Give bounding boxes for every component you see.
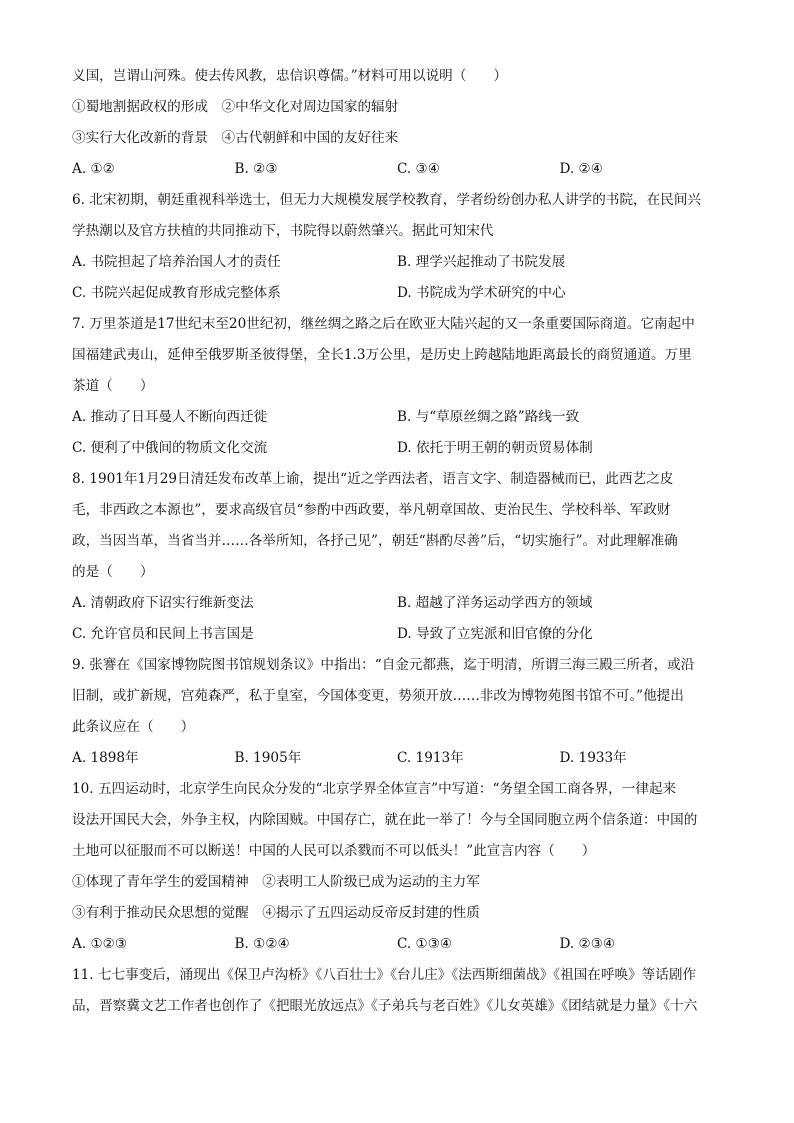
question-stem-line: 毛，非西政之本源也”，要求高级官员“参酌中西政要，举凡朝章国故、吏治民生、学校科举、军政财: [72, 502, 671, 518]
option-a: A. ①②③: [72, 936, 128, 952]
question-7-options-row: [72, 436, 722, 467]
option-c: C. 1913年: [397, 750, 464, 766]
option-b: B. 与“草原丝绸之路”路线一致: [397, 409, 580, 425]
text-line: ③实行大化改新的背景 ④古代朝鲜和中国的友好往来: [72, 130, 399, 146]
question-stem-line: 学热潮以及官方扶植的共同推动下，书院得以蔚然肇兴。据此可知宋代: [72, 223, 494, 239]
option-a: A. ①②: [72, 161, 115, 177]
question-10-options: [72, 932, 722, 963]
option-c: C. ①③④: [397, 936, 453, 952]
question-8-options-row: [72, 591, 722, 622]
question-7-options-row: [72, 405, 722, 436]
question-7: [72, 312, 722, 467]
question-6-options-row: [72, 281, 722, 312]
question-5-options: [72, 157, 722, 188]
option-d: D. ②③④: [559, 936, 616, 952]
option-a: A. 清朝政府下诏实行维新变法: [72, 595, 254, 611]
option-c: C. 书院兴起促成教育形成完整体系: [72, 285, 281, 301]
question-stem-line: 土地可以征服而不可以断送！中国的人民可以杀戮而不可以低头！”此宣言内容（ ）: [72, 843, 596, 859]
option-c: C. 允许官员和民间上书言国是: [72, 626, 254, 642]
question-stem-line: 10. 五四运动时，北京学生向民众分发的“北京学界全体宣言”中写道：“务望全国工商各界，一律起来: [72, 781, 677, 797]
question-stem-line: 品，晋察冀文艺工作者也创作了《把眼光放远点》《子弟兵与老百姓》《儿女英雄》《团结就是力量》《十六: [72, 998, 698, 1014]
question-11: [72, 963, 722, 1025]
question-8: [72, 467, 722, 653]
option-b: B. ②③: [234, 161, 278, 177]
question-9: [72, 653, 722, 777]
option-b: B. ①②④: [234, 936, 290, 952]
option-a: A. 书院担起了培养治国人才的责任: [72, 254, 281, 270]
option-d: D. ②④: [559, 161, 603, 177]
question-6: [72, 188, 722, 312]
option-d: D. 依托于明王朝的朝贡贸易体制: [397, 440, 593, 456]
text-line: 义国，岂谓山河殊。使去传风教，忠信识尊儒。”材料可用以说明（ ）: [72, 68, 508, 84]
question-stem-line: 6. 北宋初期，朝廷重视科举选士，但无力大规模发展学校教育，学者纷纷创办私人讲学的书院，在民间兴: [72, 192, 702, 208]
question-stem-line: ①体现了青年学生的爱国精神 ②表明工人阶级已成为运动的主力军: [72, 874, 480, 890]
option-d: D. 1933年: [559, 750, 627, 766]
question-5-continuation: [72, 64, 722, 188]
option-c: C. 便利了中俄间的物质文化交流: [72, 440, 268, 456]
text-line: ①蜀地割据政权的形成 ②中华文化对周边国家的辐射: [72, 99, 399, 115]
question-6-options-row: [72, 250, 722, 281]
question-stem-line: 11. 七七事变后，涌现出《保卫卢沟桥》《八百壮士》《台儿庄》《法西斯细菌战》《祖国在呼唤》等话剧作: [72, 967, 697, 983]
question-stem-line: ③有利于推动民众思想的觉醒 ④揭示了五四运动反帝反封建的性质: [72, 905, 480, 921]
option-d: D. 书院成为学术研究的中心: [397, 285, 566, 301]
question-stem-line: 的是（ ）: [72, 564, 154, 580]
question-stem-line: 政，当因当革，当省当并……各举所知，各抒己见”，朝廷“斟酌尽善”后，“切实施行”。对此理解准确: [72, 533, 678, 549]
question-10: [72, 777, 722, 963]
option-a: A. 推动了日耳曼人不断向西迁徙: [72, 409, 268, 425]
question-stem-line: 国福建武夷山，延伸至俄罗斯圣彼得堡，全长1.3万公里，是历史上跨越陆地距离最长的商贸通道。万里: [72, 347, 692, 363]
option-a: A. 1898年: [72, 750, 139, 766]
question-stem-line: 茶道（ ）: [72, 378, 154, 394]
question-stem-line: 旧制，或扩新规，宫苑森严，私于皇室，今国体变更，势须开放……非改为博物苑图书馆不可。”他提出: [72, 688, 684, 704]
option-b: B. 1905年: [234, 750, 302, 766]
question-8-options-row: [72, 622, 722, 653]
question-stem-line: 8. 1901年1月29日清廷发布改革上谕，提出“近之学西法者，语言文字、制造器械而已，此西艺之皮: [72, 471, 674, 487]
option-c: C. ③④: [397, 161, 440, 177]
option-d: D. 导致了立宪派和旧官僚的分化: [397, 626, 593, 642]
question-stem-line: 设法开国民大会，外争主权，内除国贼。中国存亡，就在此一举了！今与全国同胞立两个信条道：中国的: [72, 812, 698, 828]
question-stem-line: 9. 张謇在《国家博物院图书馆规划条议》中指出：“自金元都燕，迄于明清，所谓三海三殿三所者，或沿: [72, 657, 695, 673]
question-stem-line: 此条议应在（ ）: [72, 719, 195, 735]
question-stem-line: 7. 万里茶道是17世纪末至20世纪初，继丝绸之路之后在欧亚大陆兴起的又一条重要国际商道。它南起中: [72, 316, 695, 332]
option-b: B. 理学兴起推动了书院发展: [397, 254, 566, 270]
option-b: B. 超越了洋务运动学西方的领域: [397, 595, 593, 611]
document-page: [72, 64, 722, 1025]
question-9-options: [72, 746, 722, 777]
